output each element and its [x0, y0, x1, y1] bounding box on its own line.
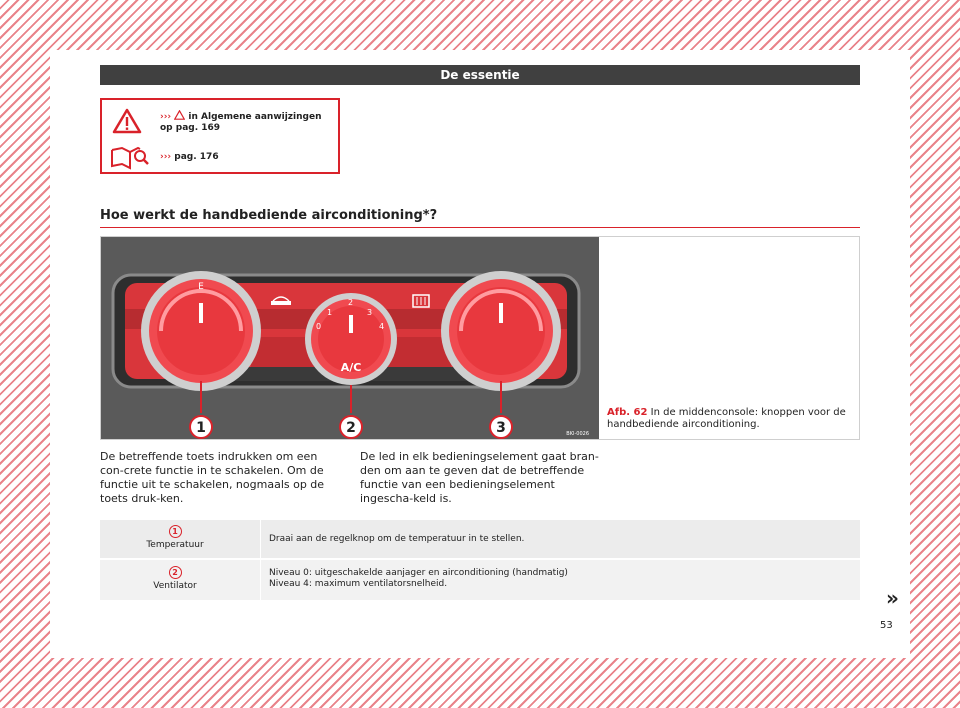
book-reference-text: pag. 176	[174, 152, 219, 162]
small-warning-icon	[174, 110, 185, 120]
table-cell-description	[260, 560, 841, 600]
table-row	[100, 520, 860, 558]
item-description-line-2: Niveau 4: maximum ventilatorsnelheid.	[269, 579, 448, 589]
fan-scale-2: 2	[348, 298, 354, 307]
body-text-column-1: De betreffende toets indrukken om een con-crete functie in te schakelen. Om de functie uit te schakelen, nogmaals op de toets druk-ken.	[100, 450, 325, 505]
body-text-column-2: De led in elk bedieningselement gaat bran-den om aan te geven dat de betreffende functie van een bedieningselement ingescha-keld is.	[360, 450, 599, 505]
callout-3-label: 3	[496, 420, 506, 436]
image-code: BKI-0026	[566, 431, 589, 437]
callout-2-label: 2	[346, 420, 356, 436]
chapter-header: De essentie	[100, 65, 860, 85]
table-row	[100, 560, 860, 600]
item-label: Ventilator	[153, 581, 197, 591]
warning-reference-text: in Algemene aanwijzingen op pag. 169	[160, 112, 322, 133]
item-number: 1	[169, 525, 182, 538]
fan-scale-0: 0	[316, 322, 322, 331]
item-description-line-1: Niveau 0: uitgeschakelde aanjager en airconditioning (handmatig)	[269, 568, 568, 578]
item-label: Temperatuur	[146, 540, 204, 550]
ac-control-panel-illustration	[101, 237, 599, 439]
book-search-icon	[110, 144, 150, 170]
reference-arrows: ›››	[160, 112, 172, 122]
temp-mark-label: E	[198, 282, 204, 292]
fan-scale-3: 3	[367, 308, 373, 317]
controls-table	[100, 520, 860, 600]
continue-marker: »	[886, 586, 899, 610]
page	[50, 50, 910, 658]
table-cell-label	[100, 520, 250, 558]
warning-reference[interactable]	[160, 110, 335, 134]
figure-caption	[607, 407, 847, 431]
warning-icon	[112, 108, 142, 134]
figure	[100, 236, 860, 440]
callout-1-label: 1	[196, 420, 206, 436]
book-reference[interactable]	[160, 152, 219, 162]
item-number: 2	[169, 566, 182, 579]
table-cell-description	[260, 520, 841, 558]
page-number: 53	[880, 620, 893, 631]
section-title: Hoe werkt de handbediende airconditioning*?	[100, 208, 438, 223]
knob-air-distribution[interactable]	[441, 271, 561, 391]
reference-arrows-2: ›››	[160, 152, 172, 162]
item-description: Draai aan de regelknop om de temperatuur in te stellen.	[269, 534, 525, 544]
fan-scale-1: 1	[327, 308, 333, 317]
table-cell-label	[100, 560, 250, 600]
fan-scale-4: 4	[379, 322, 385, 331]
ac-label: A/C	[340, 361, 362, 374]
figure-label: Afb. 62	[607, 407, 648, 418]
section-divider	[100, 227, 860, 228]
figure-caption-text: In de middenconsole: knoppen voor de handbediende airconditioning.	[607, 407, 846, 430]
reference-box	[100, 98, 340, 174]
